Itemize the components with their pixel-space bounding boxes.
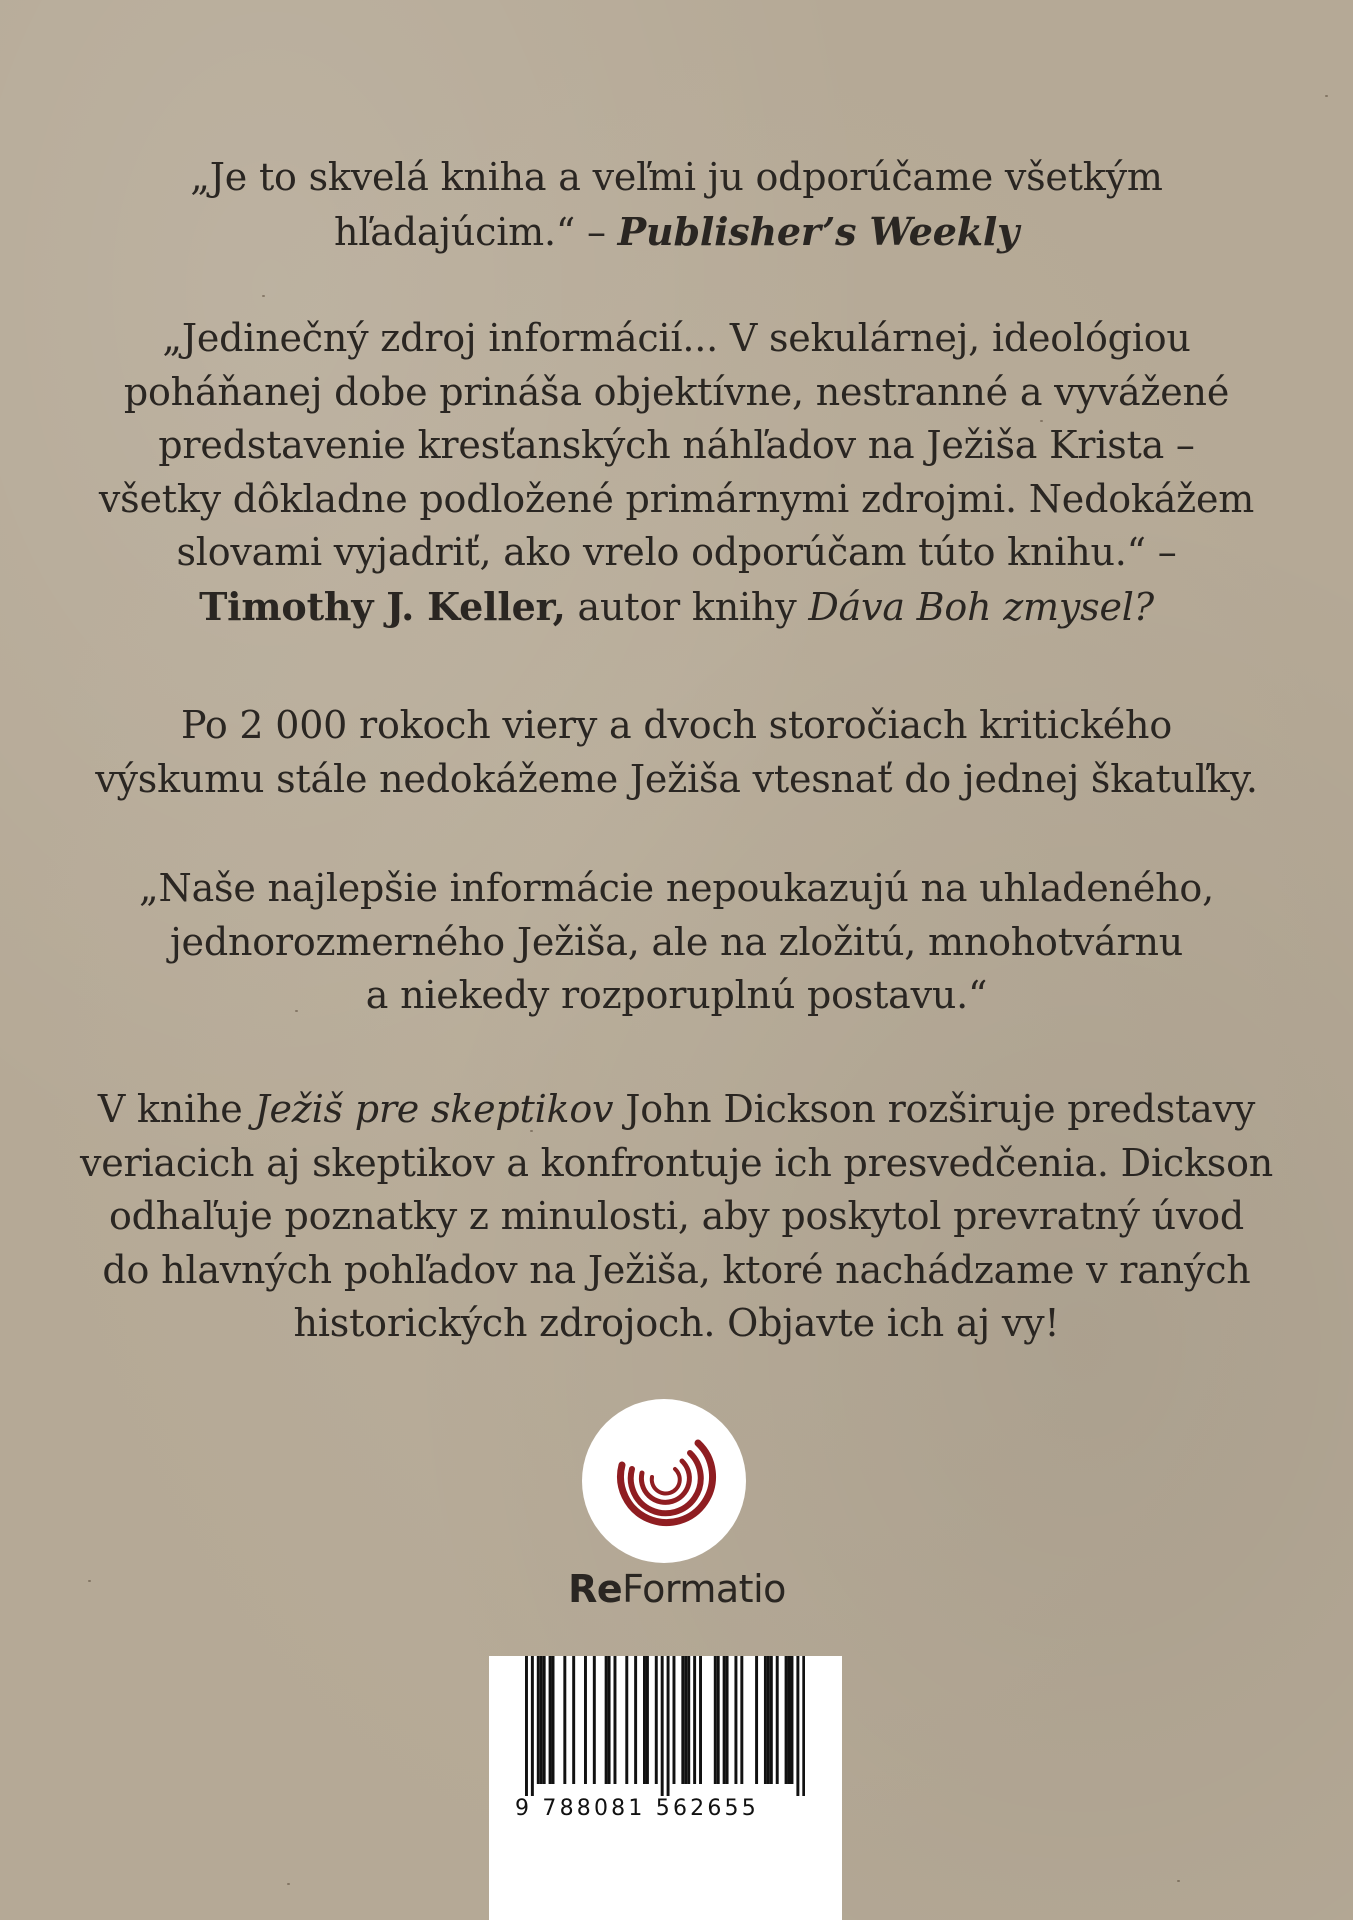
publisher-name-suffix: Formatio bbox=[622, 1567, 786, 1611]
quote-source: Publisher’s Weekly bbox=[617, 208, 1019, 254]
barcode-bar bbox=[549, 1656, 552, 1784]
book-description bbox=[80, 1083, 1273, 1351]
barcode-bar bbox=[726, 1656, 729, 1784]
barcode-bar bbox=[785, 1656, 788, 1784]
barcode-bar bbox=[655, 1656, 658, 1784]
barcode-bar bbox=[693, 1656, 696, 1784]
description-text: John Dickson rozširuje predstavy bbox=[613, 1087, 1256, 1131]
description-text: V knihe bbox=[97, 1087, 255, 1131]
barcode-bar bbox=[643, 1656, 646, 1784]
barcode-bar bbox=[796, 1656, 799, 1796]
barcode-bar bbox=[764, 1656, 767, 1784]
barcode-bar bbox=[614, 1656, 617, 1784]
quote-attribution bbox=[80, 580, 1273, 635]
quote-text: hľadajúcim.“ – bbox=[334, 209, 618, 254]
barcode-bar bbox=[563, 1656, 566, 1784]
barcode-bar bbox=[667, 1656, 670, 1796]
blurb-line: Po 2 000 rokoch viery a dvoch storočiach kritického bbox=[180, 703, 1173, 747]
barcode-bar bbox=[681, 1656, 684, 1784]
barcode-bar bbox=[572, 1656, 575, 1784]
paper-speck bbox=[262, 295, 265, 297]
barcode-bar bbox=[531, 1656, 534, 1796]
quote-line: slovami vyjadriť, ako vrelo odporúčam túto knihu.“ – bbox=[176, 530, 1177, 574]
quote-line bbox=[80, 205, 1273, 260]
blurb-paragraph bbox=[80, 699, 1273, 806]
barcode-bar bbox=[540, 1656, 543, 1784]
publisher-logo bbox=[582, 1399, 746, 1563]
review-quote-publishers-weekly bbox=[80, 151, 1273, 259]
quote-line: „Je to skvelá kniha a veľmi ju odporúčame všetkým bbox=[190, 155, 1163, 199]
barcode-bar bbox=[788, 1656, 791, 1784]
description-line: historických zdrojoch. Objavte ich aj vy! bbox=[293, 1301, 1060, 1345]
publisher-name bbox=[500, 1567, 854, 1611]
barcode-bar bbox=[723, 1656, 726, 1784]
description-line: odhaľuje poznatky z minulosti, aby poskytol prevratný úvod bbox=[108, 1194, 1245, 1238]
publisher-name-prefix: Re bbox=[568, 1567, 623, 1611]
description-line: do hlavných pohľadov na Ježiša, ktoré nachádzame v raných bbox=[102, 1247, 1251, 1292]
barcode-bar bbox=[770, 1656, 773, 1784]
barcode-bar bbox=[776, 1656, 779, 1784]
isbn-number: 9 788081 562655 bbox=[515, 1796, 759, 1821]
quote-author-note: autor knihy bbox=[565, 584, 809, 629]
barcode-bar bbox=[661, 1656, 664, 1796]
barcode-bar bbox=[699, 1656, 702, 1784]
barcode-bar bbox=[537, 1656, 540, 1784]
barcode-bar bbox=[687, 1656, 690, 1784]
barcode-bar bbox=[717, 1656, 720, 1784]
barcode-bar bbox=[714, 1656, 717, 1784]
barcode-bar bbox=[802, 1656, 805, 1796]
barcode-bar bbox=[684, 1656, 687, 1784]
barcode-bar bbox=[767, 1656, 770, 1784]
paper-speck bbox=[287, 1883, 290, 1885]
quote-line: jednorozmerného Ježiša, ale na zložitú, mnohotvárnu bbox=[169, 919, 1184, 964]
barcode-bar bbox=[734, 1656, 737, 1784]
quote-line: predstavenie kresťanských náhľadov na Ježiša Krista – bbox=[158, 423, 1195, 467]
barcode-bar bbox=[625, 1656, 628, 1784]
barcode-bar bbox=[740, 1656, 743, 1784]
book-excerpt-quote bbox=[80, 862, 1273, 1023]
barcode-bar bbox=[543, 1656, 546, 1784]
barcode-bar bbox=[755, 1656, 758, 1784]
review-quote-timothy-keller bbox=[80, 312, 1273, 634]
barcode-bar bbox=[634, 1656, 637, 1784]
description-line bbox=[80, 1083, 1273, 1137]
barcode-bar bbox=[605, 1656, 608, 1784]
barcode-bars bbox=[525, 1656, 805, 1796]
quote-line: všetky dôkladne podložené primárnymi zdrojmi. Nedokážem bbox=[98, 476, 1255, 521]
barcode-bar bbox=[646, 1656, 649, 1784]
paper-speck bbox=[88, 1580, 91, 1582]
barcode-bar bbox=[673, 1656, 676, 1784]
isbn-barcode bbox=[489, 1656, 842, 1920]
barcode-bar bbox=[791, 1656, 794, 1784]
barcode-bar bbox=[608, 1656, 611, 1784]
description-line: veriacich aj skeptikov a konfrontuje ich presvedčenia. Dickson bbox=[80, 1140, 1274, 1185]
blurb-line: výskumu stále nedokážeme Ježiša vtesnať do jednej škatuľky. bbox=[95, 756, 1258, 801]
quote-book-title: Dáva Boh zmysel? bbox=[808, 584, 1154, 629]
spiral-logo-icon bbox=[582, 1399, 746, 1563]
barcode-bar bbox=[525, 1656, 528, 1796]
quote-line: „Naše najlepšie informácie nepoukazujú na uhladeného, bbox=[139, 866, 1214, 910]
paper-speck bbox=[1325, 95, 1328, 97]
description-book-title: Ježiš pre skeptikov bbox=[254, 1087, 614, 1131]
quote-line: poháňanej dobe prináša objektívne, nestranné a vyvážené bbox=[123, 369, 1230, 414]
quote-author: Timothy J. Keller, bbox=[199, 583, 566, 629]
quote-line: a niekedy rozporuplnú postavu.“ bbox=[365, 973, 988, 1017]
barcode-bar bbox=[593, 1656, 596, 1784]
paper-speck bbox=[1177, 1880, 1180, 1882]
quote-line: „Jedinečný zdroj informácií... V sekulárnej, ideológiou bbox=[162, 316, 1191, 360]
barcode-bar bbox=[584, 1656, 587, 1784]
barcode-bar bbox=[552, 1656, 555, 1784]
